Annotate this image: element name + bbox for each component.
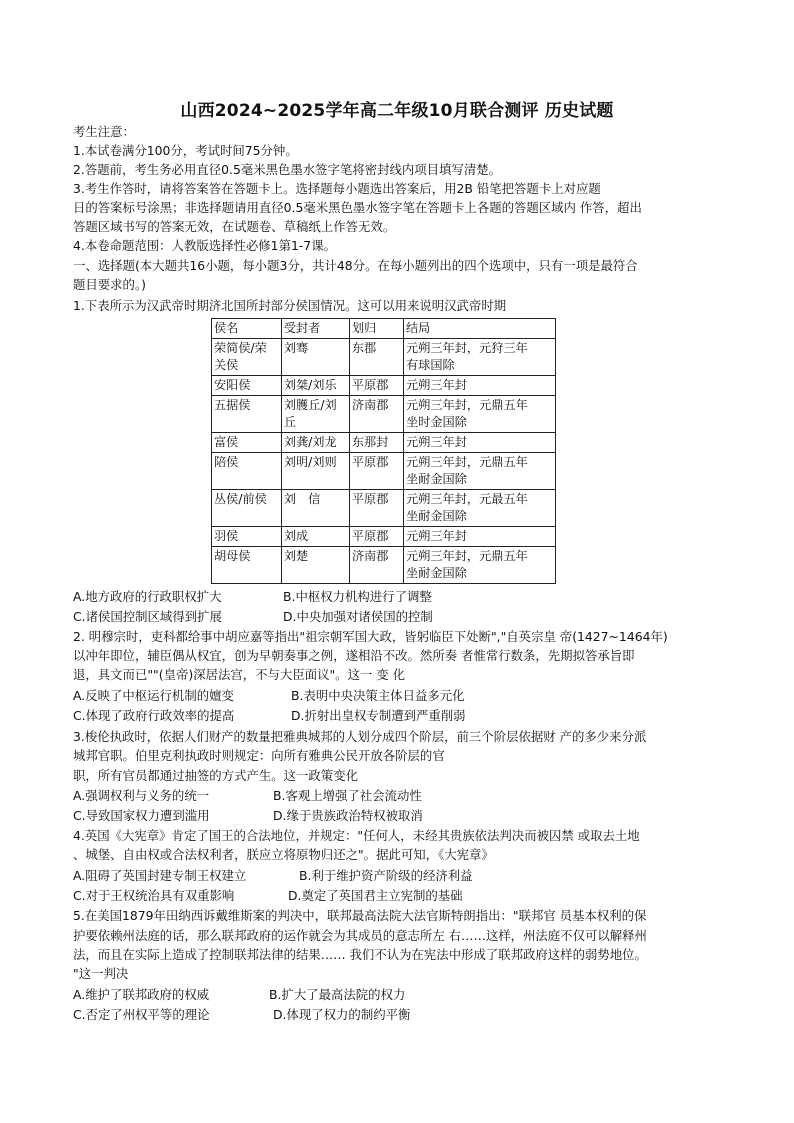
column-header: 划归 [349,319,403,339]
table-row [212,547,556,584]
table-cell [403,490,555,527]
cell-text: 坐耐金国除 [405,472,467,486]
option-d[interactable]: D.缘于贵族政治特权被取消 [273,808,423,823]
question-2-options [73,706,723,725]
column-header: 侯名 [212,319,282,339]
question-2-stem: 以冲年即位，辅臣偶从权宜，创为早朝奏事之例，遂相沿不改。然所奏 者惟常行数条，先期拟答承旨即 [73,648,635,663]
table-cell [349,547,403,584]
table-cell [281,453,349,490]
table-cell [403,547,555,584]
table-cell [281,339,349,376]
table-cell [403,433,555,453]
table-cell [349,396,403,433]
question-5-options [73,985,723,1004]
cell-text: 元朔三年封，元鼎五年 [405,549,528,563]
question-5-stem: 法，而且在实际上造成了控制联邦法律的结果…… 我们不认为在宪法中形成了联邦政府这样的弱势地位。 [73,947,647,962]
option-a[interactable]: A.强调权利与义务的统一 [73,788,210,803]
table-cell [212,376,282,396]
table-row [212,490,556,527]
cell-text: 丘 [283,415,296,429]
cell-text: 坐耐金国除 [405,509,467,523]
cell-text: 元朔三年封，元鼎五年 [405,398,528,412]
table-cell [403,376,555,396]
cell-text: 刘龚/刘龙 [283,435,337,449]
table-cell [349,433,403,453]
notice-line: 3.考生作答时，请将答案答在答题卡上。选择题每小题选出答案后，用2B 铅笔把答题卡上对应题 [73,181,601,196]
table-row [212,339,556,376]
cell-text: 丛侯/前侯 [214,492,267,506]
notice-heading: 考生注意： [73,124,135,139]
table-cell [349,527,403,547]
question-5-stem: 5.在美国1879年田纳西诉戴维斯案的判决中，联邦最高法院大法官斯特朗指出："联邦官 员基本权利的保 [73,908,647,923]
cell-text: 东郡 [351,341,377,355]
cell-text: 元朔三年封 [405,378,467,392]
cell-text: 羽侯 [214,529,239,543]
table-cell [212,527,282,547]
cell-text: 安阳侯 [214,378,251,392]
question-3-stem: 3.梭伦执政时，依据人们财产的数量把雅典城邦的人划分成四个阶层，前三个阶层依据财 产的多少来分派 [73,729,647,744]
table-cell [281,490,349,527]
column-header: 结局 [403,319,555,339]
table-cell [349,339,403,376]
question-4-options [73,886,723,905]
question-2-stem: 2. 明穆宗时，吏科都给事中胡应嘉等指出"祖宗朝军国大政，皆躬临臣下处断","自英宗皇 帝(1427~1464年) [73,629,668,644]
question-3-options [73,786,723,805]
cell-text: 有球国除 [405,358,455,372]
cell-text: 东那封 [351,435,389,449]
question-3-stem: 城邦官职。伯里克利执政时则规定：向所有雅典公民开放各阶层的官 [73,748,445,763]
table-row [212,527,556,547]
table-row [212,376,556,396]
cell-text: 济南郡 [351,549,389,563]
option-c[interactable]: C.体现了政府行政效率的提高 [73,708,235,723]
cell-text: 刘楚 [283,549,309,563]
table-cell [403,396,555,433]
question-4-options [73,866,723,885]
page-title: 山西2024~2025学年高二年级10月联合测评 历史试题 [180,101,614,121]
question-2-stem: 退，具文而已""(皇帝)深居法宫，不与大臣面议"。这一 变 化 [73,667,406,682]
cell-text: 关侯 [214,358,239,372]
cell-text: 刘成 [283,529,309,543]
cell-text: 刘桀/刘乐 [283,378,337,392]
cell-text: 元朔三年封，元狩三年 [405,341,528,355]
fief-table [211,318,556,584]
table-row [212,396,556,433]
table-cell [212,339,282,376]
option-d[interactable]: D.体现了权力的制约平衡 [273,1007,411,1022]
table-cell [281,396,349,433]
table-cell [349,453,403,490]
table-row [212,433,556,453]
cell-text: 元朔三年封 [405,529,467,543]
notice-line: 日的答案标号涂黑；非选择题请用直径0.5毫米黑色墨水签字笔在答题卡上各题的答题区域内 作答，超出 [73,200,642,215]
table-header-row [212,319,556,339]
question-3-options [73,806,723,825]
table-cell [212,453,282,490]
table-row [212,453,556,490]
cell-text: 刘明/刘则 [283,455,337,469]
table-cell [403,453,555,490]
option-a[interactable]: A.维护了联邦政府的权威 [73,987,210,1002]
notice-line: 4.本卷命题范围：人教版选择性必修1第1-7课。 [73,238,336,253]
question-1-options [73,607,723,626]
cell-text: 刘臒丘/刘 [283,398,337,412]
option-d[interactable]: D.奠定了英国君主立宪制的基础 [288,888,463,903]
table-cell [349,376,403,396]
cell-text: 平原郡 [351,492,389,506]
cell-text: 坐耐金国除 [405,566,467,580]
option-b[interactable]: B.表明中央决策主体日益多元化 [291,688,465,703]
option-c[interactable]: C.否定了州权平等的理论 [73,1007,210,1022]
cell-text: 平原郡 [351,455,389,469]
option-a[interactable]: A.阻碍了英国封建专制王权建立 [73,868,247,883]
question-5-stem: "这一判决 [73,966,129,981]
table-cell [212,547,282,584]
question-1-options [73,587,723,606]
table-cell [212,490,282,527]
table-cell [212,396,282,433]
notice-line: 2.答题前，考生务必用直径0.5毫米黑色墨水签字笔将密封线内项目填写清楚。 [73,162,502,177]
table-cell [403,527,555,547]
table-cell [281,527,349,547]
cell-text: 平原郡 [351,529,389,543]
cell-text: 胡母侯 [214,549,251,563]
option-c[interactable]: C.诸侯国控制区域得到扩展 [73,609,222,624]
cell-text: 陪侯 [214,455,239,469]
cell-text: 刘 信 [283,492,321,506]
question-2-options [73,686,723,705]
cell-text: 元朔三年封，元最五年 [405,492,528,506]
option-c[interactable]: C.导致国家权力遭到滥用 [73,808,210,823]
notice-line: 1.本试卷满分100分，考试时间75分钟。 [73,143,298,158]
question-4-stem: 、城堡、自由权或合法权利者，朕应立将原物归还之"。据此可知，《大宪章》 [73,847,494,862]
cell-text: 五据侯 [214,398,251,412]
option-d[interactable]: D.中央加强对诸侯国的控制 [283,609,433,624]
cell-text: 平原郡 [351,378,389,392]
table-cell [281,376,349,396]
section-heading: 一、选择题(本大题共16小题，每小题3分，共计48分。在每小题列出的四个选项中，只有一项是最符合 [73,258,638,273]
option-b[interactable]: B.中枢权力机构进行了调整 [283,589,432,604]
table-cell [349,490,403,527]
table-cell [403,339,555,376]
table-cell [281,433,349,453]
cell-text: 元朔三年封，元鼎五年 [405,455,528,469]
option-b[interactable]: B.扩大了最高法院的权力 [269,987,406,1002]
cell-text: 济南郡 [351,398,389,412]
table-cell [212,433,282,453]
cell-text: 元朔三年封 [405,435,467,449]
notice-line: 答题区域书写的答案无效，在试题卷、草稿纸上作答无效。 [73,219,396,234]
cell-text: 坐时金国除 [405,415,467,429]
question-5-stem: 护要依赖州法庭的话，那么联邦政府的运作就会为其成员的意志所左 右……这样，州法庭不仅可以解释州 [73,928,647,943]
section-heading: 题目要求的。) [73,277,146,292]
cell-text: 荣简侯/荣 [214,341,267,355]
question-5-options [73,1005,723,1024]
question-1-stem: 1.下表所示为汉武帝时期济北国所封部分侯国情况。这可以用来说明汉武帝时期 [73,298,507,313]
option-b[interactable]: B.客观上增强了社会流动性 [273,788,422,803]
option-d[interactable]: D.折射出皇权专制遭到严重削弱 [291,708,466,723]
cell-text: 刘骞 [283,341,309,355]
question-4-stem: 4.英国《大宪章》肯定了国王的合法地位，并规定："任何人，未经其贵族依法判决而被囚禁 或取去土地 [73,828,640,843]
column-header: 受封者 [281,319,349,339]
option-a[interactable]: A.地方政府的行政职权扩大 [73,589,222,604]
question-3-stem: 职，所有官员都通过抽签的方式产生。这一政策变化 [73,768,358,783]
option-a[interactable]: A.反映了中枢运行机制的嬗变 [73,688,234,703]
option-c[interactable]: C.对于王权统治具有双重影响 [73,888,235,903]
cell-text: 富侯 [214,435,239,449]
option-b[interactable]: B.利于维护资产阶级的经济利益 [299,868,473,883]
table-cell [281,547,349,584]
